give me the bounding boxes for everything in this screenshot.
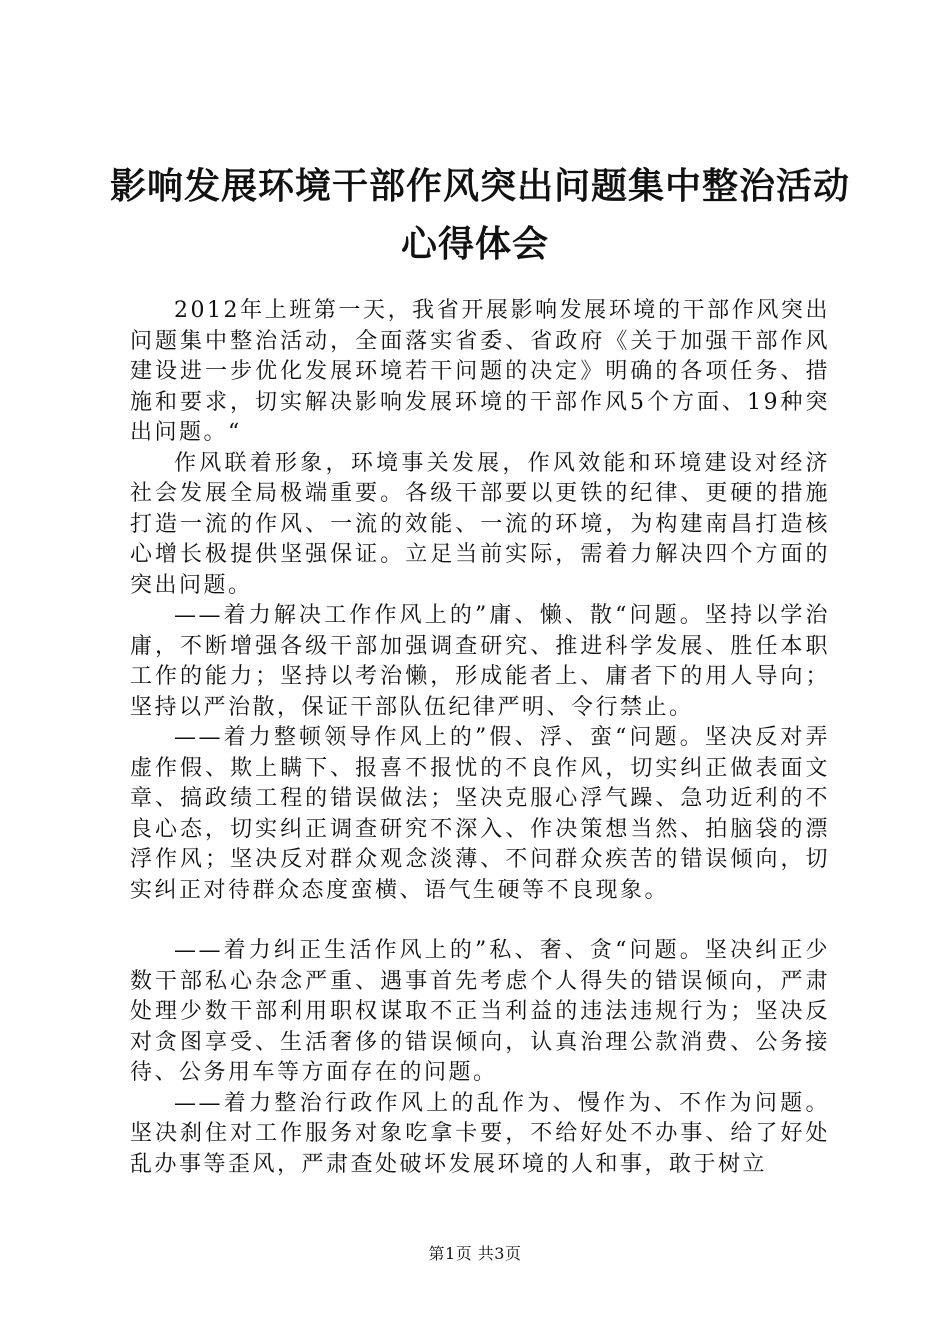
- paragraph-leadership-style: ——着力整顿领导作风上的”假、浮、蛮“问题。坚决反对弄虚作假、欺上瞒下、报喜不报忧的不良作风，切实纠正做表面文章、搞政绩工程的错误做法；坚决克服心浮气躁、急功近利的不良心态，切实纠正调查研究不深入、作决策想当然、拍脑袋的漂浮作风；坚决反对群众观念淡薄、不问群众疾苦的错误倾向，切实纠正对待群众态度蛮横、语气生硬等不良现象。: [130, 725, 830, 903]
- paragraph-administrative-style: ——着力整治行政作风上的乱作为、慢作为、不作为问题。坚决刹住对工作服务对象吃拿卡要，不给好处不办事、给了好处乱办事等歪风，严肃查处破坏发展环境的人和事，敢于树立: [130, 1090, 830, 1177]
- page-number-footer: 第1页 共3页: [428, 1244, 522, 1263]
- document-body: [130, 296, 830, 1180]
- paragraph-work-style: ——着力解决工作作风上的”庸、懒、散“问题。坚持以学治庸，不断增强各级干部加强调查研究、推进科学发展、胜任本职工作的能力；坚持以考治懒，形成能者上、庸者下的用人导向；坚持以严治散，保证干部队伍纪律严明、令行禁止。: [130, 603, 830, 720]
- document-title-line-2: 心得体会: [400, 223, 549, 265]
- paragraph-style-environment: 作风联着形象，环境事关发展，作风效能和环境建设对经济社会发展全局极端重要。各级干部要以更铁的纪律、更硬的措施打造一流的作风、一流的效能、一流的环境，为构建南昌打造核心增长极提供坚强保证。立足当前实际，需着力解决四个方面的突出问题。: [130, 450, 830, 598]
- paragraph-life-style: ——着力纠正生活作风上的”私、奢、贪“问题。坚决纠正少数干部私心杂念严重、遇事首先考虑个人得失的错误倾向，严肃处理少数干部利用职权谋取不正当利益的违法违规行为；坚决反对贪图享受、生活奢侈的错误倾向，认真治理公款消费、公务接待、公务用车等方面存在的问题。: [130, 938, 830, 1085]
- paragraph-intro: 2012年上班第一天，我省开展影响发展环境的干部作风突出问题集中整治活动，全面落实省委、省政府《关于加强干部作风建设进一步优化发展环境若干问题的决定》明确的各项任务、措施和要求，切实解决影响发展环境的干部作风5个方面、19种突出问题。“: [130, 298, 830, 445]
- document-title-line-1: 影响发展环境干部作风突出问题集中整治活动: [110, 165, 851, 207]
